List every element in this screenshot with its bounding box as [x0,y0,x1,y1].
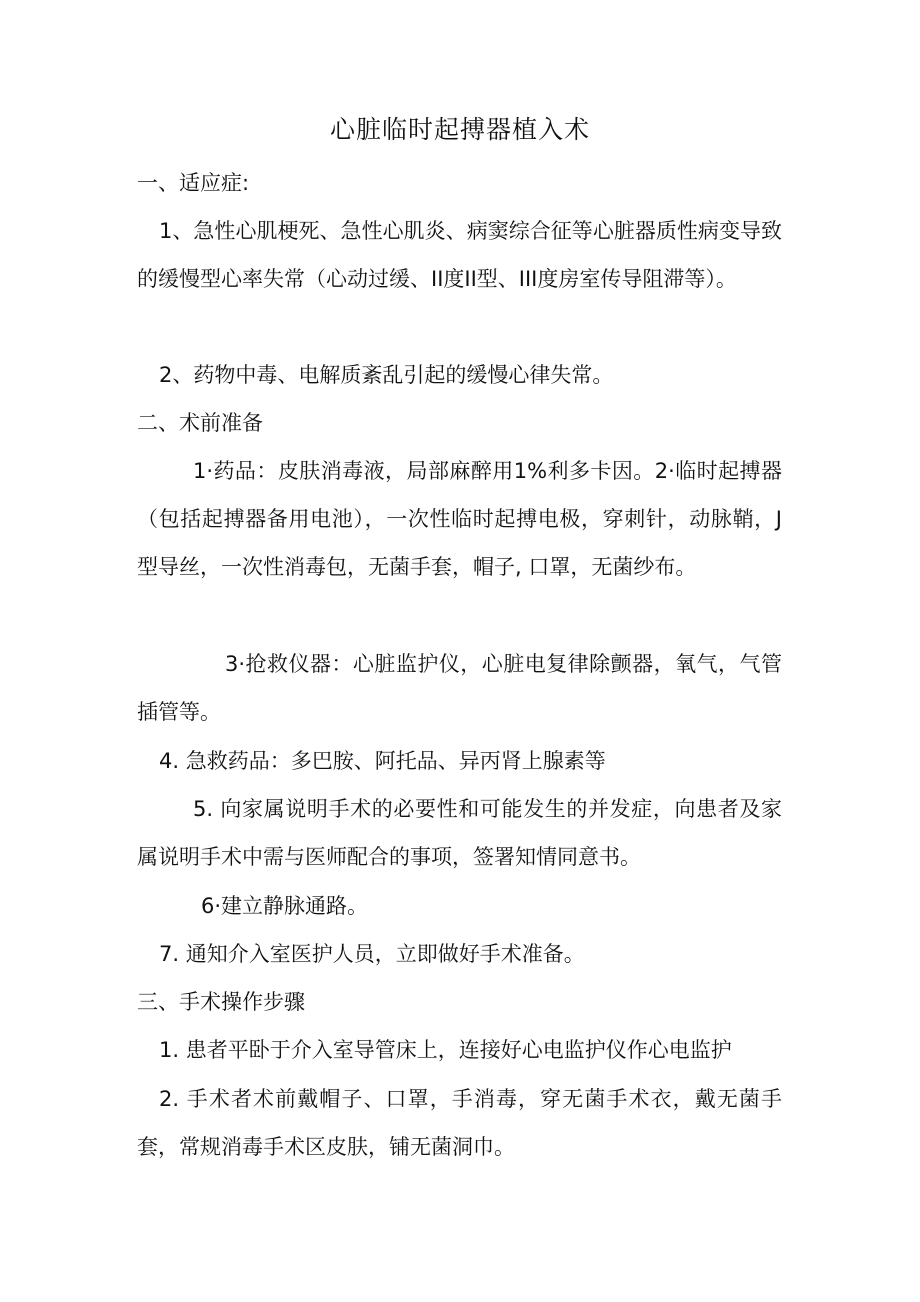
paragraph-indication-1: 1、急性心肌梗死、急性心肌炎、病窦综合征等心脏器质性病变导致的缓慢型心率失常（心动过缓、II度II型、III度房室传导阻滞等）。 [137,219,782,291]
paragraph-prep-6: 6·建立静脉通路。 [201,894,369,918]
paragraph-step-1: 1. 患者平卧于介入室导管床上，连接好心电监护仪作心电监护 [159,1038,732,1062]
paragraph-prep-5: 5. 向家属说明手术的必要性和可能发生的并发症，向患者及家属说明手术中需与医师配合的事项，签署知情同意书。 [137,797,782,869]
section-heading-indications: 一、适应症: [137,171,250,195]
paragraph-step-2: 2. 手术者术前戴帽子、口罩，手消毒，穿无菌手术衣，戴无菌手套，常规消毒手术区皮肤，铺无菌洞巾。 [137,1087,782,1159]
paragraph-indication-2: 2、药物中毒、电解质紊乱引起的缓慢心律失常。 [159,363,614,387]
paragraph-prep-7: 7. 通知介入室医护人员，立即做好手术准备。 [159,942,585,966]
paragraph-prep-3: 3·抢救仪器：心脏监护仪，心脏电复律除颤器，氧气，气管插管等。 [137,652,782,724]
paragraph-prep-4: 4. 急救药品：多巴胺、阿托品、异丙肾上腺素等 [159,749,606,773]
paragraph-prep-1-2: 1·药品：皮肤消毒液，局部麻醉用1%利多卡因。2·临时起搏器（包括起搏器备用电池），一次性临时起搏电极，穿刺针，动脉鞘，J型导丝，一次性消毒包，无菌手套，帽子, 口罩，无菌纱布。 [137,459,782,579]
document-title: 心脏临时起搏器植入术 [329,115,590,144]
section-heading-procedure: 三、手术操作步骤 [137,990,305,1014]
section-heading-preparation: 二、术前准备 [137,411,263,435]
